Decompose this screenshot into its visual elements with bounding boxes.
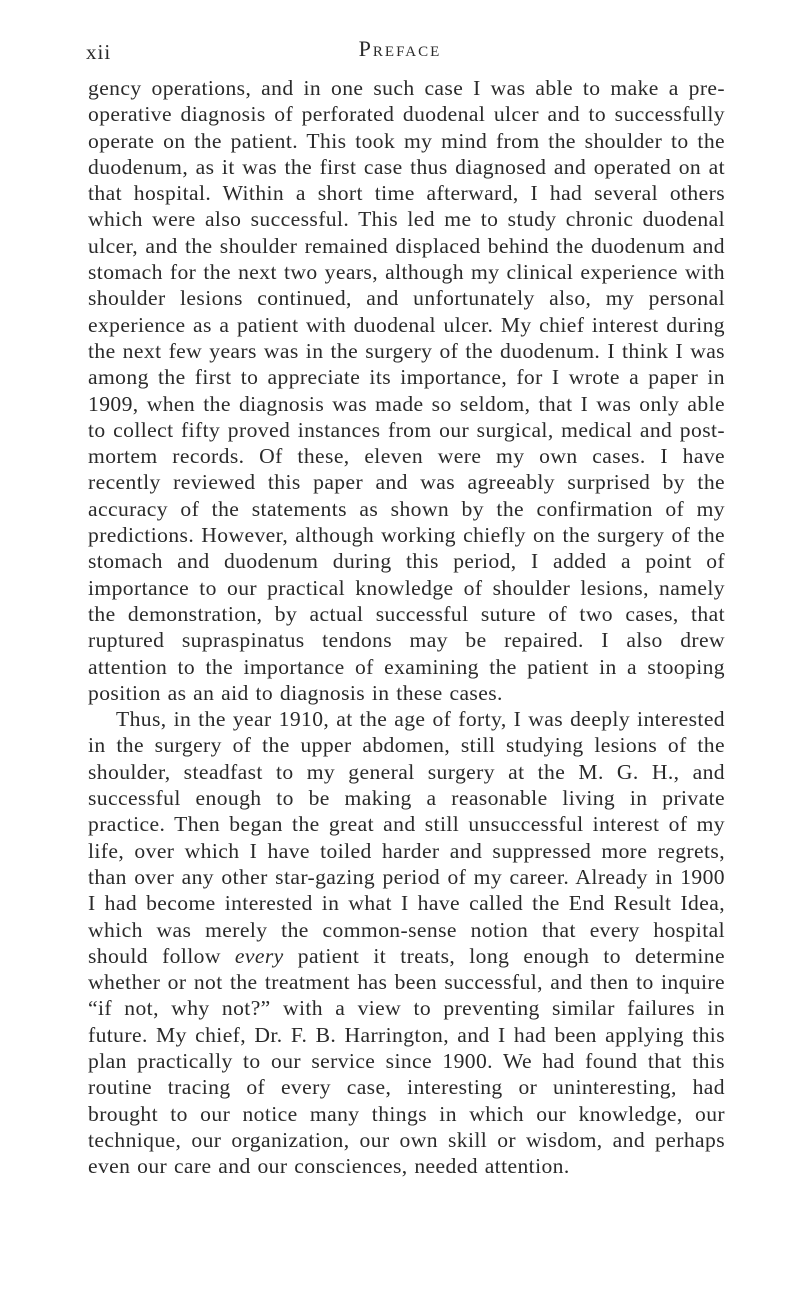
paragraph-2-text-end: patient it treats, long enough to determine whether or not the treatment has been successful, and then to inquire “if not, why not?” with a view to preventing similar failures in future. My chief, Dr. F. B. Harrington, and I had been applying this plan practically to our service since 1900. We had found that this routine tracing of every case, interesting or uninteresting, had brought to our notice many things in which our knowledge, our technique, our organization, our own skill or wisdom, and perhaps even our care and our consciences, needed attention. [88, 943, 725, 1179]
running-head: Preface [358, 36, 442, 61]
paragraph-2-text-start: Thus, in the year 1910, at the age of forty, I was deeply interested in the surgery of the upper abdomen, still studying lesions of the shoulder, steadfast to my general surgery at the M. G. H., and successful enough to be making a reasonable living in private practice. Then began the great and still unsuccessful interest of my life, over which I have toiled harder and suppressed more regrets, than over any other star-gazing period of my career. Already in 1900 I had become interested in what I have called the End Result Idea, which was merely the common-sense notion that every hospital should follow [88, 707, 725, 968]
paragraph-1: gency operations, and in one such case I was able to make a pre-operative diagnosis of perforated duodenal ulcer and to successfully operate on the patient. This took my mind from the shoulder to the duodenum, as it was the first case thus diagnosed and operated on at that hospital. Within a short time afterward, I had several others which were also successful. This led me to study chronic duodenal ulcer, and the shoulder remained displaced behind the duodenum and stomach for the next two years, although my clinical experience with shoulder lesions continued, and unfortunately also, my personal experience as a patient with duodenal ulcer. My chief interest during the next few years was in the surgery of the duodenum. I think I was among the first to appreciate its importance, for I wrote a paper in 1909, when the diagnosis was made so seldom, that I was only able to collect fifty proved instances from our surgical, medical and post-mortem records. Of these, eleven were my own cases. I have recently reviewed this paper and was agreeably surprised by the accuracy of the statements as shown by the confirmation of my predictions. However, although working chiefly on the surgery of the stomach and duodenum during this period, I added a point of importance to our practical knowledge of shoulder lesions, namely the demonstration, by actual successful suture of two cases, that ruptured supraspinatus tendons may be repaired. I also drew attention to the importance of examining the patient in a stooping position as an aid to diagnosis in these cases. [88, 76, 725, 705]
emphasized-word: every [234, 943, 284, 968]
body-text [88, 75, 725, 1179]
paragraph-2 [88, 706, 725, 1179]
page-number: xii [86, 40, 112, 64]
